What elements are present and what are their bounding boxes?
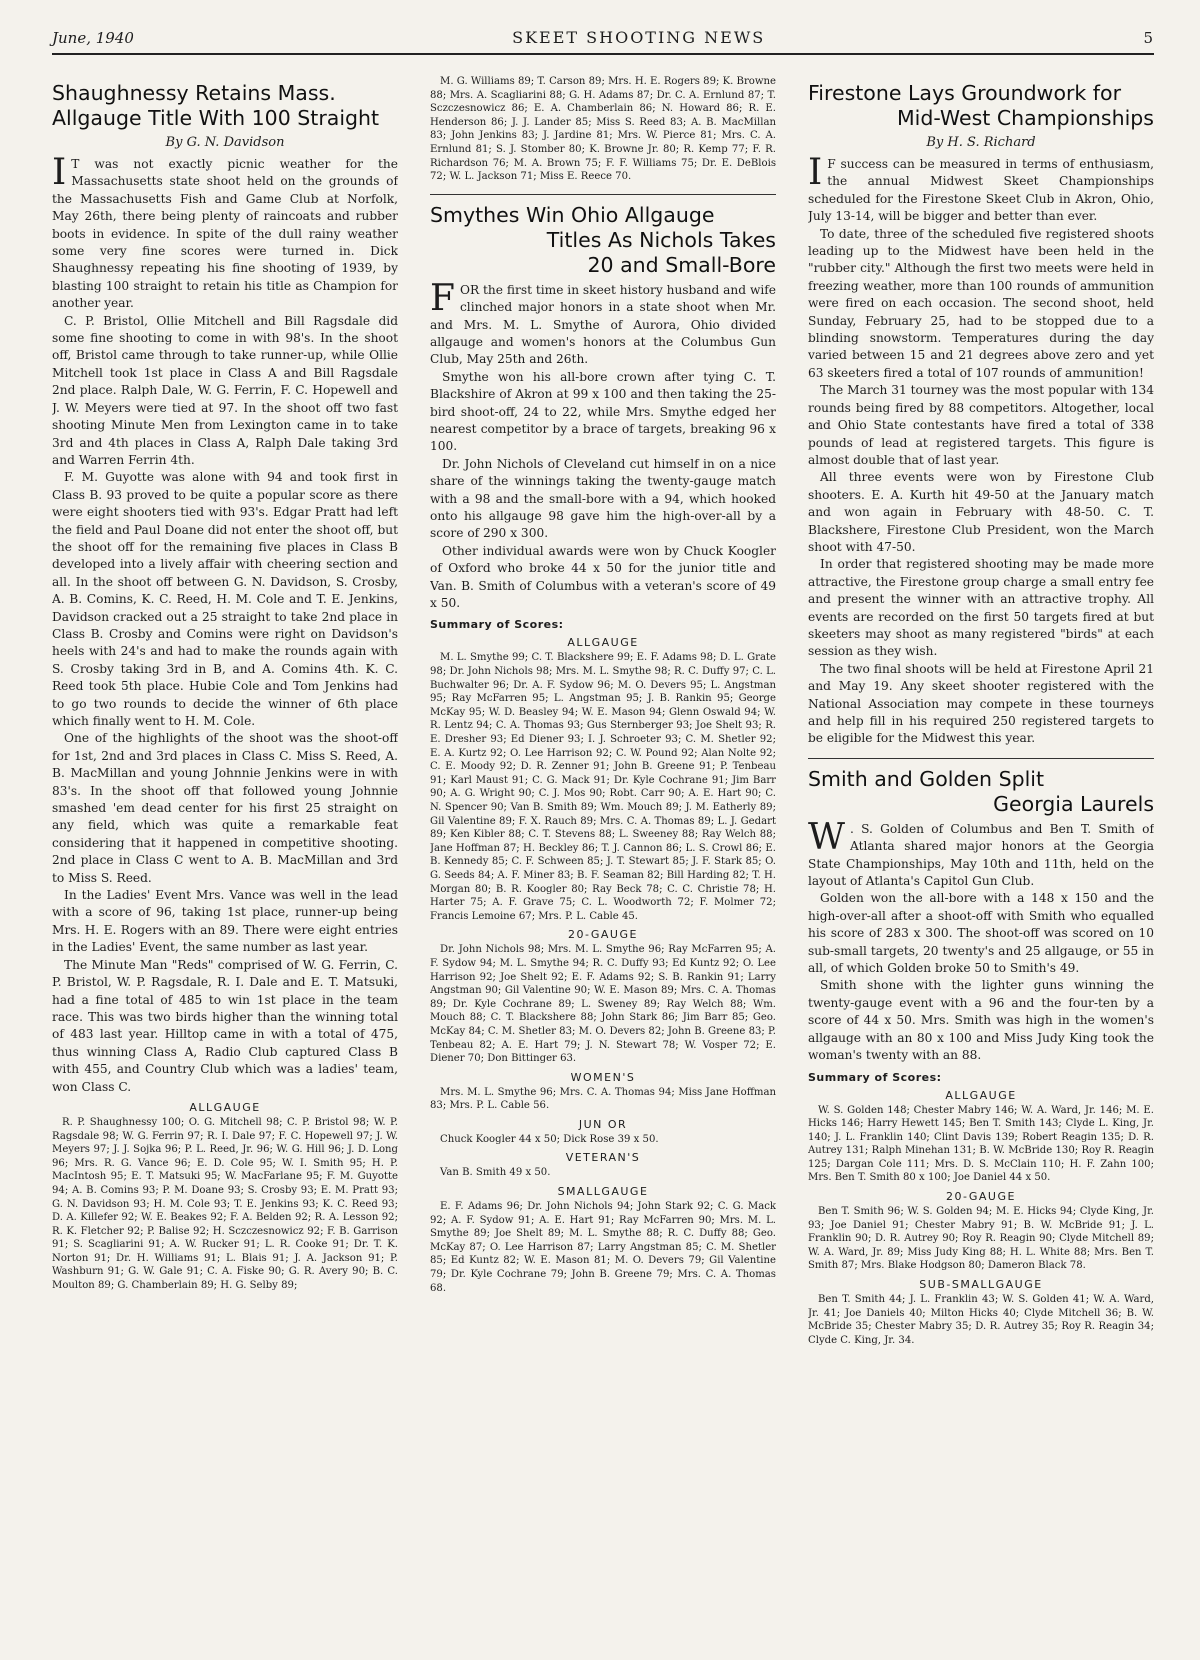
drop-cap: I xyxy=(52,152,67,193)
article-paragraph xyxy=(52,152,398,313)
paragraph-text: F success can be measured in terms of enthusiasm, the annual Midwest Skeet Championships scheduled for the Firestone Skeet Club in Akron, Ohio, July 13-14, will be bigger and better than ever. xyxy=(808,157,1154,224)
title-line-2: Allgauge Title With 100 Straight xyxy=(52,106,380,130)
score-list: Dr. John Nichols 98; Mrs. M. L. Smythe 96; Ray McFarren 95; A. F. Sydow 94; M. L. Smythe 94; R. C. Duffy 93; Ed Kuntz 92; O. Lee Harrison 92; Joe Shelt 92; E. F. Adams 92; S. B. Rankin 91; Larry Angstman 90; Gil Valentine 90; W. E. Mason 89; Mrs. C. A. Thomas 89; Dr. Kyle Cochrane 89; L. Sweney 89; Ray Welch 88; Wm. Mouch 88; C. T. Blackshere 88; John Stark 86; Jim Barr 85; Geo. McKay 84; C. M. Shetler 83; M. O. Devers 82; John B. Greene 83; P. Tenbeau 82; A. E. Hart 79; J. N. Stewart 78; W. Vosper 72; E. Diener 70; Don Bittinger 63. xyxy=(430,944,776,1065)
article-paragraph xyxy=(808,152,1154,226)
score-list: Ben T. Smith 96; W. S. Golden 94; M. E. Hicks 94; Clyde King, Jr. 93; Joe Daniel 91; Chester Mabry 91; B. W. McBride 91; J. L. Franklin 90; D. R. Autrey 90; Roy R. Reagin 90; Clyde Mitchell 89; W. A. Ward, Jr. 89; Miss Judy King 88; H. L. White 88; Mrs. Ben T. Smith 87; Mrs. Blake Hodgson 80; Dameron Black 78. xyxy=(808,1206,1154,1272)
article-paragraph xyxy=(808,816,1154,891)
article-columns xyxy=(52,75,1154,1635)
title-line-2: Georgia Laurels xyxy=(993,791,1154,816)
article-paragraph: Dr. John Nichols of Cleveland cut himself in on a nice share of the winnings taking the twenty-gauge match with a 98 and the small-bore with a 94, which hooked onto his allgauge 98 gave him the high-over-all by a score of 290 x 300. xyxy=(430,456,776,541)
article-paragraph xyxy=(430,277,776,369)
title-line-2: Mid-West Championships xyxy=(896,106,1154,130)
article-paragraph: One of the highlights of the shoot was the shoot-off for 1st, 2nd and 3rd places in Class C. Miss S. Reed, A. B. MacMillan and young Johnnie Jenkins were in with 83's. In the shoot off that followed young Johnnie smashed 'em dead center for his first 25 straight on any field, which was quite a remarkable feat considering that it happened in competitive shooting. 2nd place in Class C went to A. B. MacMillan and 3rd to Miss S. Reed. xyxy=(52,731,398,885)
drop-cap: W xyxy=(808,816,846,858)
score-category: WOMEN'S xyxy=(570,1070,636,1084)
drop-cap: F xyxy=(430,277,455,319)
score-category: SUB-SMALLGAUGE xyxy=(919,1278,1043,1292)
article-paragraph: In the Ladies' Event Mrs. Vance was well in the lead with a score of 96, taking 1st place, runner-up being Mrs. H. E. Rogers with an 89. There were eight entries in the Ladies' Event, the same number as last year. xyxy=(52,888,398,955)
score-list: R. P. Shaughnessy 100; O. G. Mitchell 98; C. P. Bristol 98; W. P. Ragsdale 98; W. G. Ferrin 97; R. I. Dale 97; F. C. Hopewell 97; J. W. Meyers 97; J. J. Sojka 96; P. L. Reed, Jr. 96; W. G. Hill 96; J. D. Long 96; Mrs. R. G. Vance 96; E. D. Cole 95; W. I. Smith 95; H. P. MacIntosh 95; E. T. Matsuki 95; W. MacFarlane 95; F. M. Guyotte 94; A. B. Comins 93; P. M. Doane 93; S. Crosby 93; E. M. Pratt 93; G. N. Davidson 93; H. M. Cole 93; T. E. Jenkins 93; K. C. Reed 93; D. A. Killefer 92; W. E. Beakes 92; F. A. Belden 92; R. A. Lesson 92; R. K. Fletcher 92; P. Balise 92; H. Sczczesnowicz 92; F. B. Garrison 91; S. Scagliarini 91; A. W. Rucker 91; L. R. Cooke 91; Dr. T. K. Norton 91; Dr. H. Williams 91; L. Blais 91; J. A. Jackson 91; P. Washburn 91; G. W. Gale 91; C. A. Fiske 90; G. R. Avery 90; B. C. Moulton 89; G. Chamberlain 89; H. G. Selby 89; xyxy=(52,1116,398,1292)
article-paragraph: To date, three of the scheduled five registered shoots leading up to the Midwest have been held in the "rubber city." Although the first two meets were held in freezing weather, more than 100 rounds of ammunition were fired on each occasion. The second shoot, held Sunday, February 25, had to be stopped due to a blinding snowstorm. Temperatures during the day varied between 15 and 21 degrees above zero and yet 63 skeeters fired a total of 107 rounds of ammunition! xyxy=(808,226,1154,380)
title-line-1: Shaughnessy Retains Mass. xyxy=(52,81,336,105)
article-paragraph: F. M. Guyotte was alone with 94 and took first in Class B. 93 proved to be quite a popular score as there were eight shooters tied with 93's. Edgar Pratt had left the field and Paul Doane did not enter the shoot off, but the shoot off for the remaining five places in Class B developed into a lively affair with cheering section and all. In the shoot off between G. N. Davidson, S. Crosby, A. B. Comins, K. C. Reed, H. M. Cole and T. E. Jenkins, Davidson cracked out a 25 straight to take 2nd place in Class B. Crosby and Comins were right on Davidson's heels with 24's and had to make the rounds again with S. Crosby taking 3rd in B, and A. Comins 4th. K. C. Reed took 5th place. Hubie Cole and Tom Jenkins had to go two rounds to decide the winner of 6th place which finally went to H. M. Cole. xyxy=(52,470,398,728)
byline: By G. N. Davidson xyxy=(165,135,285,150)
paragraph-text: T was not exactly picnic weather for the Massachusetts state shoot held on the grounds of the Massachusetts Fish and Game Club at Norfolk, May 26th, there being plenty of raincoats and rubber boots in evidence. In spite of the dull rainy weather some very fine scores were turned in. Dick Shaughnessy repeating his fine shooting of 1939, by blasting 100 straight to retain his title as Champion for another year. xyxy=(52,157,398,311)
running-header xyxy=(52,28,1154,55)
column-left xyxy=(52,75,398,1635)
score-category: ALLGAUGE xyxy=(567,636,639,650)
summary-heading: Summary of Scores: xyxy=(808,1070,942,1084)
title-line-2: Titles As Nichols Takes xyxy=(546,227,776,252)
column-right xyxy=(808,75,1154,1635)
article-paragraph: Smythe won his all-bore crown after tying C. T. Blackshire of Akron at 99 x 100 and then taking the 25-bird shoot-off, 24 to 22, while Mrs. Smythe edged her nearest competitor by a brace of targets, breaking 96 x 100. xyxy=(430,369,776,454)
article-georgia-title xyxy=(808,767,1154,817)
article-paragraph: C. P. Bristol, Ollie Mitchell and Bill Ragsdale did some fine shooting to come in with 98's. In the shoot off, Bristol came through to take runner-up, while Ollie Mitchell took 1st place in Class A and Bill Ragsdale 2nd place. Ralph Dale, W. G. Ferrin, F. C. Hopewell and J. W. Meyers were tied at 97. In the shoot off two fast shooting Minute Men from Lexington came in to take 3rd and 4th places in Class A, Ralph Dale taking 3rd and Warren Ferrin 4th. xyxy=(52,313,398,467)
article-paragraph: Golden won the all-bore with a 148 x 150 and the high-over-all after a shoot-off with Smith who equalled his score of 283 x 300. The shoot-off was scored on 10 sub-small targets, 20 twenty's and 25 allgauge, or 55 in all, of which Golden broke 50 to Smith's 49. xyxy=(808,891,1154,976)
score-category: VETERAN'S xyxy=(565,1151,641,1165)
drop-cap: I xyxy=(808,152,823,193)
article-paragraph: All three events were won by Firestone Club shooters. E. A. Kurth hit 49-50 at the January match and won again in February with 48-50. C. T. Blackshere, Firestone Club President, won the March shoot with 47-50. xyxy=(808,470,1154,554)
article-paragraph: The two final shoots will be held at Firestone April 21 and May 19. Any skeet shooter registered with the National Association may compete in these tourneys and help fill in his required 250 registered targets to be eligible for the Midwest this year. xyxy=(808,661,1154,746)
article-paragraph: In order that registered shooting may be made more attractive, the Firestone group charge a small entry fee and present the winner with an attractive trophy. All events are recorded on the first 50 targets fired at but skeeters may shoot as many registered "birds" at each session as they wish. xyxy=(808,557,1154,659)
score-category: 20-GAUGE xyxy=(946,1190,1016,1204)
score-list: Ben T. Smith 44; J. L. Franklin 43; W. S. Golden 41; W. A. Ward, Jr. 41; Joe Daniels 40; Milton Hicks 40; Clyde Mitchell 36; B. W. McBride 35; Chester Mabry 35; D. R. Autrey 35; Roy R. Reagin 34; Clyde C. King, Jr. 34. xyxy=(808,1294,1154,1346)
page-number: 5 xyxy=(1143,29,1154,47)
score-list-continued: M. G. Williams 89; T. Carson 89; Mrs. H. E. Rogers 89; K. Browne 88; Mrs. A. Scagliarini 88; G. H. Adams 87; Dr. C. A. Ernlund 87; T. Sczczesnowicz 86; E. A. Chamberlain 86; N. Howard 86; R. E. Henderson 86; J. J. Lander 85; Miss S. Reed 83; A. B. MacMillan 83; John Jenkins 83; J. Jardine 81; Mrs. W. Pierce 81; Mrs. C. A. Ernlund 81; S. J. Stomber 80; K. Browne Jr. 80; R. Kemp 77; F. R. Richardson 76; M. A. Brown 75; F. F. Williams 75; Dr. E. DeBlois 72; W. L. Jackson 71; Miss E. Reece 70. xyxy=(430,76,776,183)
summary-heading: Summary of Scores: xyxy=(430,618,564,632)
issue-date: June, 1940 xyxy=(52,29,134,47)
score-list: Van B. Smith 49 x 50. xyxy=(440,1167,551,1179)
paragraph-text: . S. Golden of Columbus and Ben T. Smith of Atlanta shared major honors at the Georgia State Championships, May 10th and 11th, held on the layout of Atlanta's Capitol Gun Club. xyxy=(808,821,1154,889)
score-list: E. F. Adams 96; Dr. John Nichols 94; John Stark 92; C. G. Mack 92; A. F. Sydow 91; A. E. Hart 91; Ray McFarren 90; Mrs. M. L. Smythe 89; Joe Shelt 89; M. L. Smythe 88; R. C. Duffy 88; Geo. McKay 87; O. Lee Harrison 87; Larry Angstman 85; C. M. Shetler 85; Ed Kuntz 82; W. E. Mason 81; M. O. Devers 79; Gil Valentine 79; Dr. Kyle Cochrane 79; John B. Greene 79; Mrs. C. A. Thomas 68. xyxy=(430,1201,776,1294)
byline: By H. S. Richard xyxy=(926,135,1036,150)
score-category: JUN OR xyxy=(578,1117,628,1131)
score-list: M. L. Smythe 99; C. T. Blackshere 99; E. F. Adams 98; D. L. Grate 98; Dr. John Nichols 98; Mrs. M. L. Smythe 98; R. C. Duffy 97; C. L. Buchwalter 96; Dr. A. F. Sydow 96; M. O. Devers 95; L. Angstman 95; Ray McFarren 95; L. Angstman 95; J. B. Rankin 95; George McKay 95; W. D. Beasley 94; W. E. Mason 94; Glenn Oswald 94; W. R. Lentz 94; C. A. Thomas 93; Gus Sternberger 93; Joe Shelt 93; R. E. Dresher 93; Ed Diener 93; I. J. Schroeter 93; C. M. Shetler 92; E. A. Kurtz 92; O. Lee Harrison 92; C. W. Pound 92; Alan Nolte 92; C. E. Moody 92; D. R. Zenner 91; John B. Greene 91; P. Tenbeau 91; Karl Maust 91; C. G. Mack 91; Dr. Kyle Cochrane 91; Jim Barr 90; A. G. Wright 90; C. J. Mos 90; Robt. Carr 90; A. E. Hart 90; C. N. Spencer 90; Van B. Smith 89; Wm. Mouch 89; J. M. Eatherly 89; Gil Valentine 89; F. X. Rauch 89; Mrs. C. A. Thomas 89; L. J. Gedart 89; Ken Kibler 88; C. T. Stevens 88; L. Sweeney 88; Ray Welch 88; Jane Hoffman 87; H. Beckley 86; T. J. Cannon 86; L. S. Crowl 86; E. B. Kennedy 85; C. F. Schween 85; J. T. Stewart 85; J. F. Stark 85; O. G. Seeds 84; A. F. Miner 83; B. F. Seaman 82; Bill Harding 82; T. H. Morgan 80; B. R. Koogler 80; Ray Beck 78; C. C. Christie 78; H. Harter 75; A. F. Grave 75; C. L. Woodworth 72; F. Molmer 72; Francis Lemoine 67; Mrs. P. L. Cable 45. xyxy=(430,652,776,922)
score-category: 20-GAUGE xyxy=(568,928,638,942)
title-line-1: Firestone Lays Groundwork for xyxy=(808,81,1121,105)
title-line-3: 20 and Small-Bore xyxy=(587,252,776,277)
divider xyxy=(430,194,776,195)
score-list: Chuck Koogler 44 x 50; Dick Rose 39 x 50. xyxy=(440,1133,659,1145)
journal-title: SKEET SHOOTING NEWS xyxy=(512,28,766,47)
article-paragraph: Smith shone with the lighter guns winning the twenty-gauge event with a 96 and the four-ten by a score of 44 x 50. Mrs. Smith was high in the women's allgauge with an 80 x 100 and Miss Judy King took the woman's twenty with an 88. xyxy=(808,978,1154,1063)
article-paragraph: Other individual awards were won by Chuck Koogler of Oxford who broke 44 x 50 for the junior title and Van. B. Smith of Columbus with a veteran's score of 49 x 50. xyxy=(430,543,776,611)
article-firestone-title xyxy=(808,81,1154,131)
article-paragraph: The Minute Man "Reds" comprised of W. G. Ferrin, C. P. Bristol, W. P. Ragsdale, R. I. Dale and E. T. Matsuki, had a fine total of 485 to win 1st place in the team race. This was two birds higher than the winning total of 483 last year. Hilltop came in with a total of 475, thus winning Class A, Radio Club captured Class B with 455, and Country Club which was a ladies' team, won Class C. xyxy=(52,957,398,1094)
score-category: SMALLGAUGE xyxy=(557,1185,649,1199)
title-line-1: Smythes Win Ohio Allgauge xyxy=(430,202,715,227)
article-smythes-title xyxy=(430,203,776,278)
column-middle xyxy=(430,75,776,1635)
score-category: ALLGAUGE xyxy=(945,1088,1017,1102)
score-list: Mrs. M. L. Smythe 96; Mrs. C. A. Thomas 94; Miss Jane Hoffman 83; Mrs. P. L. Cable 56. xyxy=(430,1086,776,1112)
divider xyxy=(808,758,1154,759)
score-list: W. S. Golden 148; Chester Mabry 146; W. A. Ward, Jr. 146; M. E. Hicks 146; Harry Hewett 145; Ben T. Smith 143; Clyde L. King, Jr. 140; J. L. Franklin 140; Clint Davis 139; Robert Reagin 135; D. R. Autrey 131; Ralph Minehan 131; B. W. McBride 130; Roy R. Reagin 125; Dargan Cole 111; Mrs. D. S. McClain 110; H. F. Zahn 100; Mrs. Ben T. Smith 80 x 100; Joe Daniel 44 x 50. xyxy=(808,1104,1154,1184)
article-paragraph: The March 31 tourney was the most popular with 134 rounds being fired by 88 competitors. Altogether, local and Ohio State contestants have fired a total of 338 pounds of lead at registered targets. This figure is almost double that of last year. xyxy=(808,383,1154,467)
paragraph-text: OR the first time in skeet history husband and wife clinched major honors in a state shoot when Mr. and Mrs. M. L. Smythe of Aurora, Ohio divided allgauge and women's honors at the Columbus Gun Club, May 25th and 26th. xyxy=(430,282,776,367)
article-shaughnessy-title xyxy=(52,81,398,131)
score-category: ALLGAUGE xyxy=(189,1100,261,1114)
title-line-1: Smith and Golden Split xyxy=(808,766,1045,791)
